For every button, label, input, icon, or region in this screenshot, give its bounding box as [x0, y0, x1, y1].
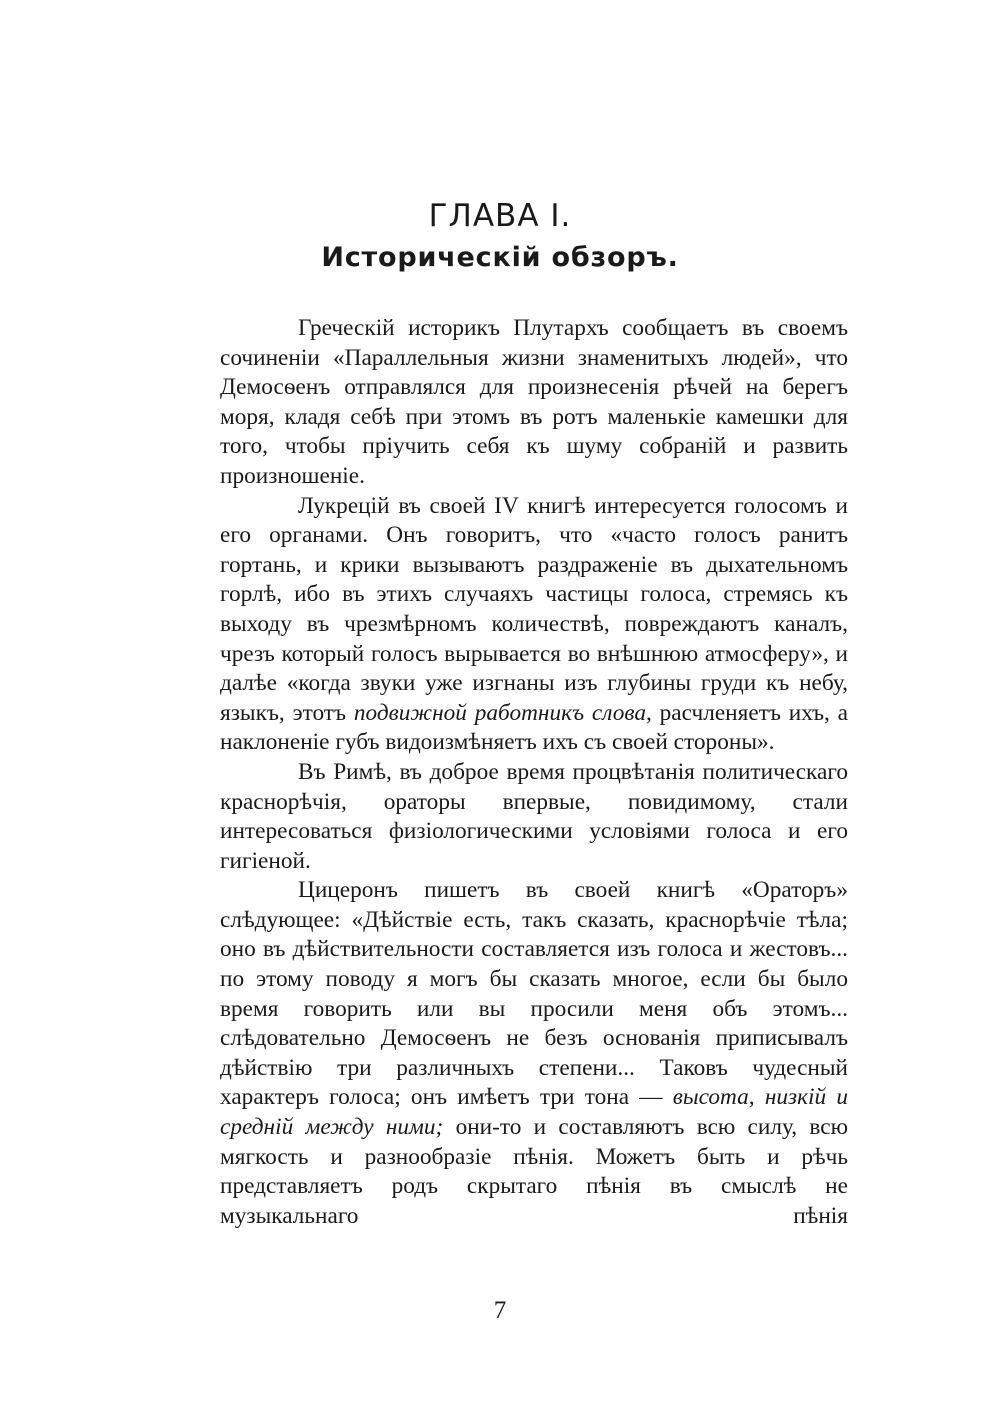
paragraph-4-italic: высота, низкій и средній между ними;	[220, 1084, 849, 1141]
paragraph-4	[220, 876, 848, 1231]
paragraph-2-italic: подвижной работникъ слова,	[353, 699, 652, 726]
page-number: 7	[493, 1297, 507, 1324]
paragraph-1: Греческій историкъ Плутархъ сообщаетъ въ своемъ сочиненіи «Параллельныя жизни знаменитыхъ людей», что Демосѳенъ отправлялся для произнесенія рѣчей на берегъ моря, кладя себѣ при этомъ въ ротъ маленькіе камешки для того, чтобы пріучить себя къ шуму собраній и развить произношеніе.	[220, 315, 848, 489]
chapter-label: ГЛАВА I.	[428, 198, 572, 234]
paragraph-4-text-a: Цицеронъ пишетъ въ своей книгѣ «Ораторъ» слѣдующее: «Дѣйствіе есть, такъ сказать, краснорѣчіе тѣла; оно въ дѣйствительности составляется изъ голоса и жестовъ... по этому поводу я могъ бы сказать многое, если бы было время говорить или вы просили меня объ этомъ... слѣдовательно Демосѳенъ не безъ основанія приписывалъ дѣйствію три различныхъ степени... Таковъ чудесный характеръ голоса; онъ имѣетъ три тона —	[220, 877, 848, 1111]
paragraph-3: Въ Римѣ, въ доброе время процвѣтанія политическаго краснорѣчія, ораторы впервые, повидимому, стали интересоваться физіологическими условіями голоса и его гигіеной.	[220, 758, 848, 874]
body-text	[220, 314, 848, 1231]
paragraph-2	[220, 492, 848, 758]
paragraph-2-text-b: расчленяетъ ихъ, а наклоненіе губъ видоизмѣняетъ ихъ съ своей стороны».	[220, 699, 849, 756]
chapter-title: Историческій обзоръ.	[321, 242, 679, 273]
paragraph-4-text-b: они-то и составляютъ всю силу, всю мягкость и разнообразіе пѣнія. Можетъ быть и рѣчь представляетъ родъ скрытаго пѣнія въ смыслѣ не музыкальнаго пѣнія	[220, 1114, 848, 1229]
paragraph-2-text-a: Лукрецій въ своей IV книгѣ интересуется голосомъ и его органами. Онъ говоритъ, что «часто голосъ ранитъ гортань, и крики вызываютъ раздраженіе въ дыхательномъ горлѣ, ибо въ этихъ случаяхъ частицы голоса, стремясь къ выходу въ чрезмѣрномъ количествѣ, повреждаютъ каналъ, чрезъ который голосъ вырывается во внѣшнюю атмосферу», и далѣе «когда звуки уже изгнаны изъ глубины груди къ небу, языкъ, этотъ	[220, 492, 848, 726]
